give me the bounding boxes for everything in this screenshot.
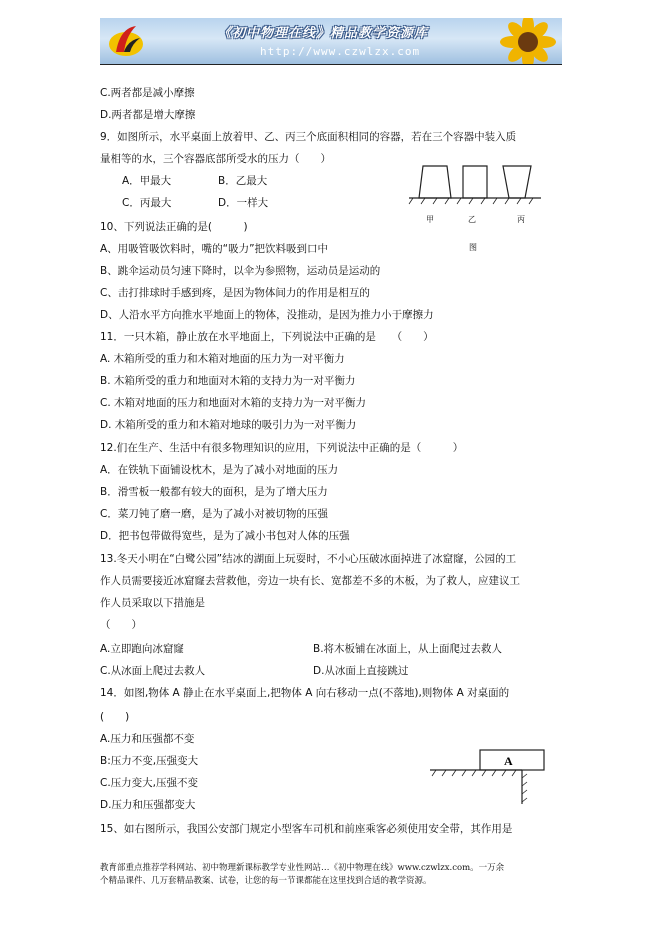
block-label: A bbox=[504, 754, 513, 768]
q9-stem-1: 9．如图所示，水平桌面上放着甲、乙、丙三个底面积相同的容器，若在三个容器中装入质 bbox=[100, 131, 517, 143]
q14-stem-2: ( ) bbox=[100, 711, 130, 723]
q14-option-d: D.压力和压强都变大 bbox=[100, 799, 196, 811]
q12-stem: 12.们在生产、生活中有很多物理知识的应用，下列说法中正确的是（ ） bbox=[100, 442, 464, 454]
q9-option-b: B．乙最大 bbox=[218, 175, 268, 187]
q10-option-d: D、人沿水平方向推水平地面上的物体，没推动，是因为推力小于摩擦力 bbox=[100, 309, 434, 321]
footer-line-2: 个精品课件、几万套精品教案、试卷，让您的每一节课都能在这里找到合适的教学资源。 bbox=[100, 876, 432, 886]
q11-option-b: B. 木箱所受的重力和地面对木箱的支持力为一对平衡力 bbox=[100, 375, 356, 387]
q14-block-figure bbox=[428, 748, 553, 808]
q10-option-a: A、用吸管吸饮料时，嘴的“吸力”把饮料吸到口中 bbox=[100, 243, 329, 255]
q12-option-b: B．滑雪板一般都有较大的面积，是为了增大压力 bbox=[100, 486, 328, 498]
page-footer bbox=[100, 862, 562, 888]
q13-stem-4: （ ） bbox=[100, 619, 142, 631]
container-bing bbox=[503, 166, 531, 198]
q14-option-b: B:压力不变,压强变大 bbox=[100, 755, 199, 767]
sunflower-icon bbox=[496, 18, 560, 64]
q14-option-a: A.压力和压强都不变 bbox=[100, 733, 195, 745]
q14-option-c: C.压力变大,压强不变 bbox=[100, 777, 199, 789]
q9-option-d: D．一样大 bbox=[218, 197, 269, 209]
q12-option-c: C．菜刀钝了磨一磨，是为了减小对被切物的压强 bbox=[100, 508, 328, 520]
q8-option-c: C.两者都是减小摩擦 bbox=[100, 87, 195, 99]
label-bing: 丙 bbox=[517, 215, 525, 224]
q13-option-d: D.从冰面上直接跳过 bbox=[313, 665, 409, 677]
header-title: 《初中物理在线》精品教学资源库 bbox=[218, 26, 429, 41]
q9-option-a: A．甲最大 bbox=[122, 175, 172, 187]
q10-stem: 10、下列说法正确的是( ) bbox=[100, 221, 248, 233]
q11-option-a: A. 木箱所受的重力和木箱对地面的压力为一对平衡力 bbox=[100, 353, 345, 365]
header-rule bbox=[100, 64, 562, 65]
q10-option-c: C、击打排球时手感到疼，是因为物体间力的作用是相互的 bbox=[100, 287, 370, 299]
q8-option-d: D.两者都是增大摩擦 bbox=[100, 109, 196, 121]
footer-line-1: 教育部重点推荐学科网站、初中物理新课标教学专业性网站…《初中物理在线》www.czwlzx.com。一万余 bbox=[100, 863, 505, 873]
q11-option-c: C. 木箱对地面的压力和地面对木箱的支持力为一对平衡力 bbox=[100, 397, 367, 409]
container-yi bbox=[463, 166, 487, 198]
logo-icon bbox=[106, 22, 146, 60]
q15-stem: 15、如右图所示，我国公安部门规定小型客车司机和前座乘客必须使用安全带，其作用是 bbox=[100, 823, 513, 835]
label-jia: 甲 bbox=[426, 215, 434, 224]
q13-option-b: B.将木板铺在冰面上，从上面爬过去救人 bbox=[313, 643, 503, 655]
figure-caption: 图 bbox=[469, 243, 477, 252]
q9-containers-figure bbox=[405, 160, 545, 210]
header-url: http://www.czwlzx.com bbox=[260, 45, 421, 58]
q9-option-c: C．丙最大 bbox=[122, 197, 172, 209]
container-jia bbox=[419, 166, 451, 198]
label-yi: 乙 bbox=[468, 215, 476, 224]
q13-option-c: C.从冰面上爬过去救人 bbox=[100, 665, 206, 677]
q9-stem-2: 量相等的水，三个容器底部所受水的压力（ ） bbox=[100, 153, 331, 165]
q10-option-b: B、跳伞运动员匀速下降时，以伞为参照物，运动员是运动的 bbox=[100, 265, 381, 277]
q13-stem-1: 13.冬天小明在“白鹭公园”结冰的湖面上玩耍时，不小心压破冰面掉进了冰窟窿，公园的工 bbox=[100, 553, 517, 565]
q13-stem-2: 作人员需要接近冰窟窿去营救他，旁边一块有长、宽都差不多的木板，为了救人，应建议工 bbox=[100, 575, 520, 587]
q12-option-d: D．把书包带做得宽些，是为了减小书包对人体的压强 bbox=[100, 530, 350, 542]
q13-option-a: A.立即跑向冰窟窿 bbox=[100, 643, 184, 655]
q13-stem-3: 作人员采取以下措施是 bbox=[100, 597, 205, 609]
q11-option-d: D. 木箱所受的重力和木箱对地球的吸引力为一对平衡力 bbox=[100, 419, 357, 431]
header-banner bbox=[100, 18, 562, 64]
q12-option-a: A．在铁轨下面铺设枕木，是为了减小对地面的压力 bbox=[100, 464, 339, 476]
q11-stem: 11．一只木箱，静止放在水平地面上，下列说法中正确的是 （ ） bbox=[100, 331, 434, 343]
q14-stem-1: 14．如图,物体 A 静止在水平桌面上,把物体 A 向右移动一点(不落地),则物体 A 对桌面的 bbox=[100, 687, 510, 699]
